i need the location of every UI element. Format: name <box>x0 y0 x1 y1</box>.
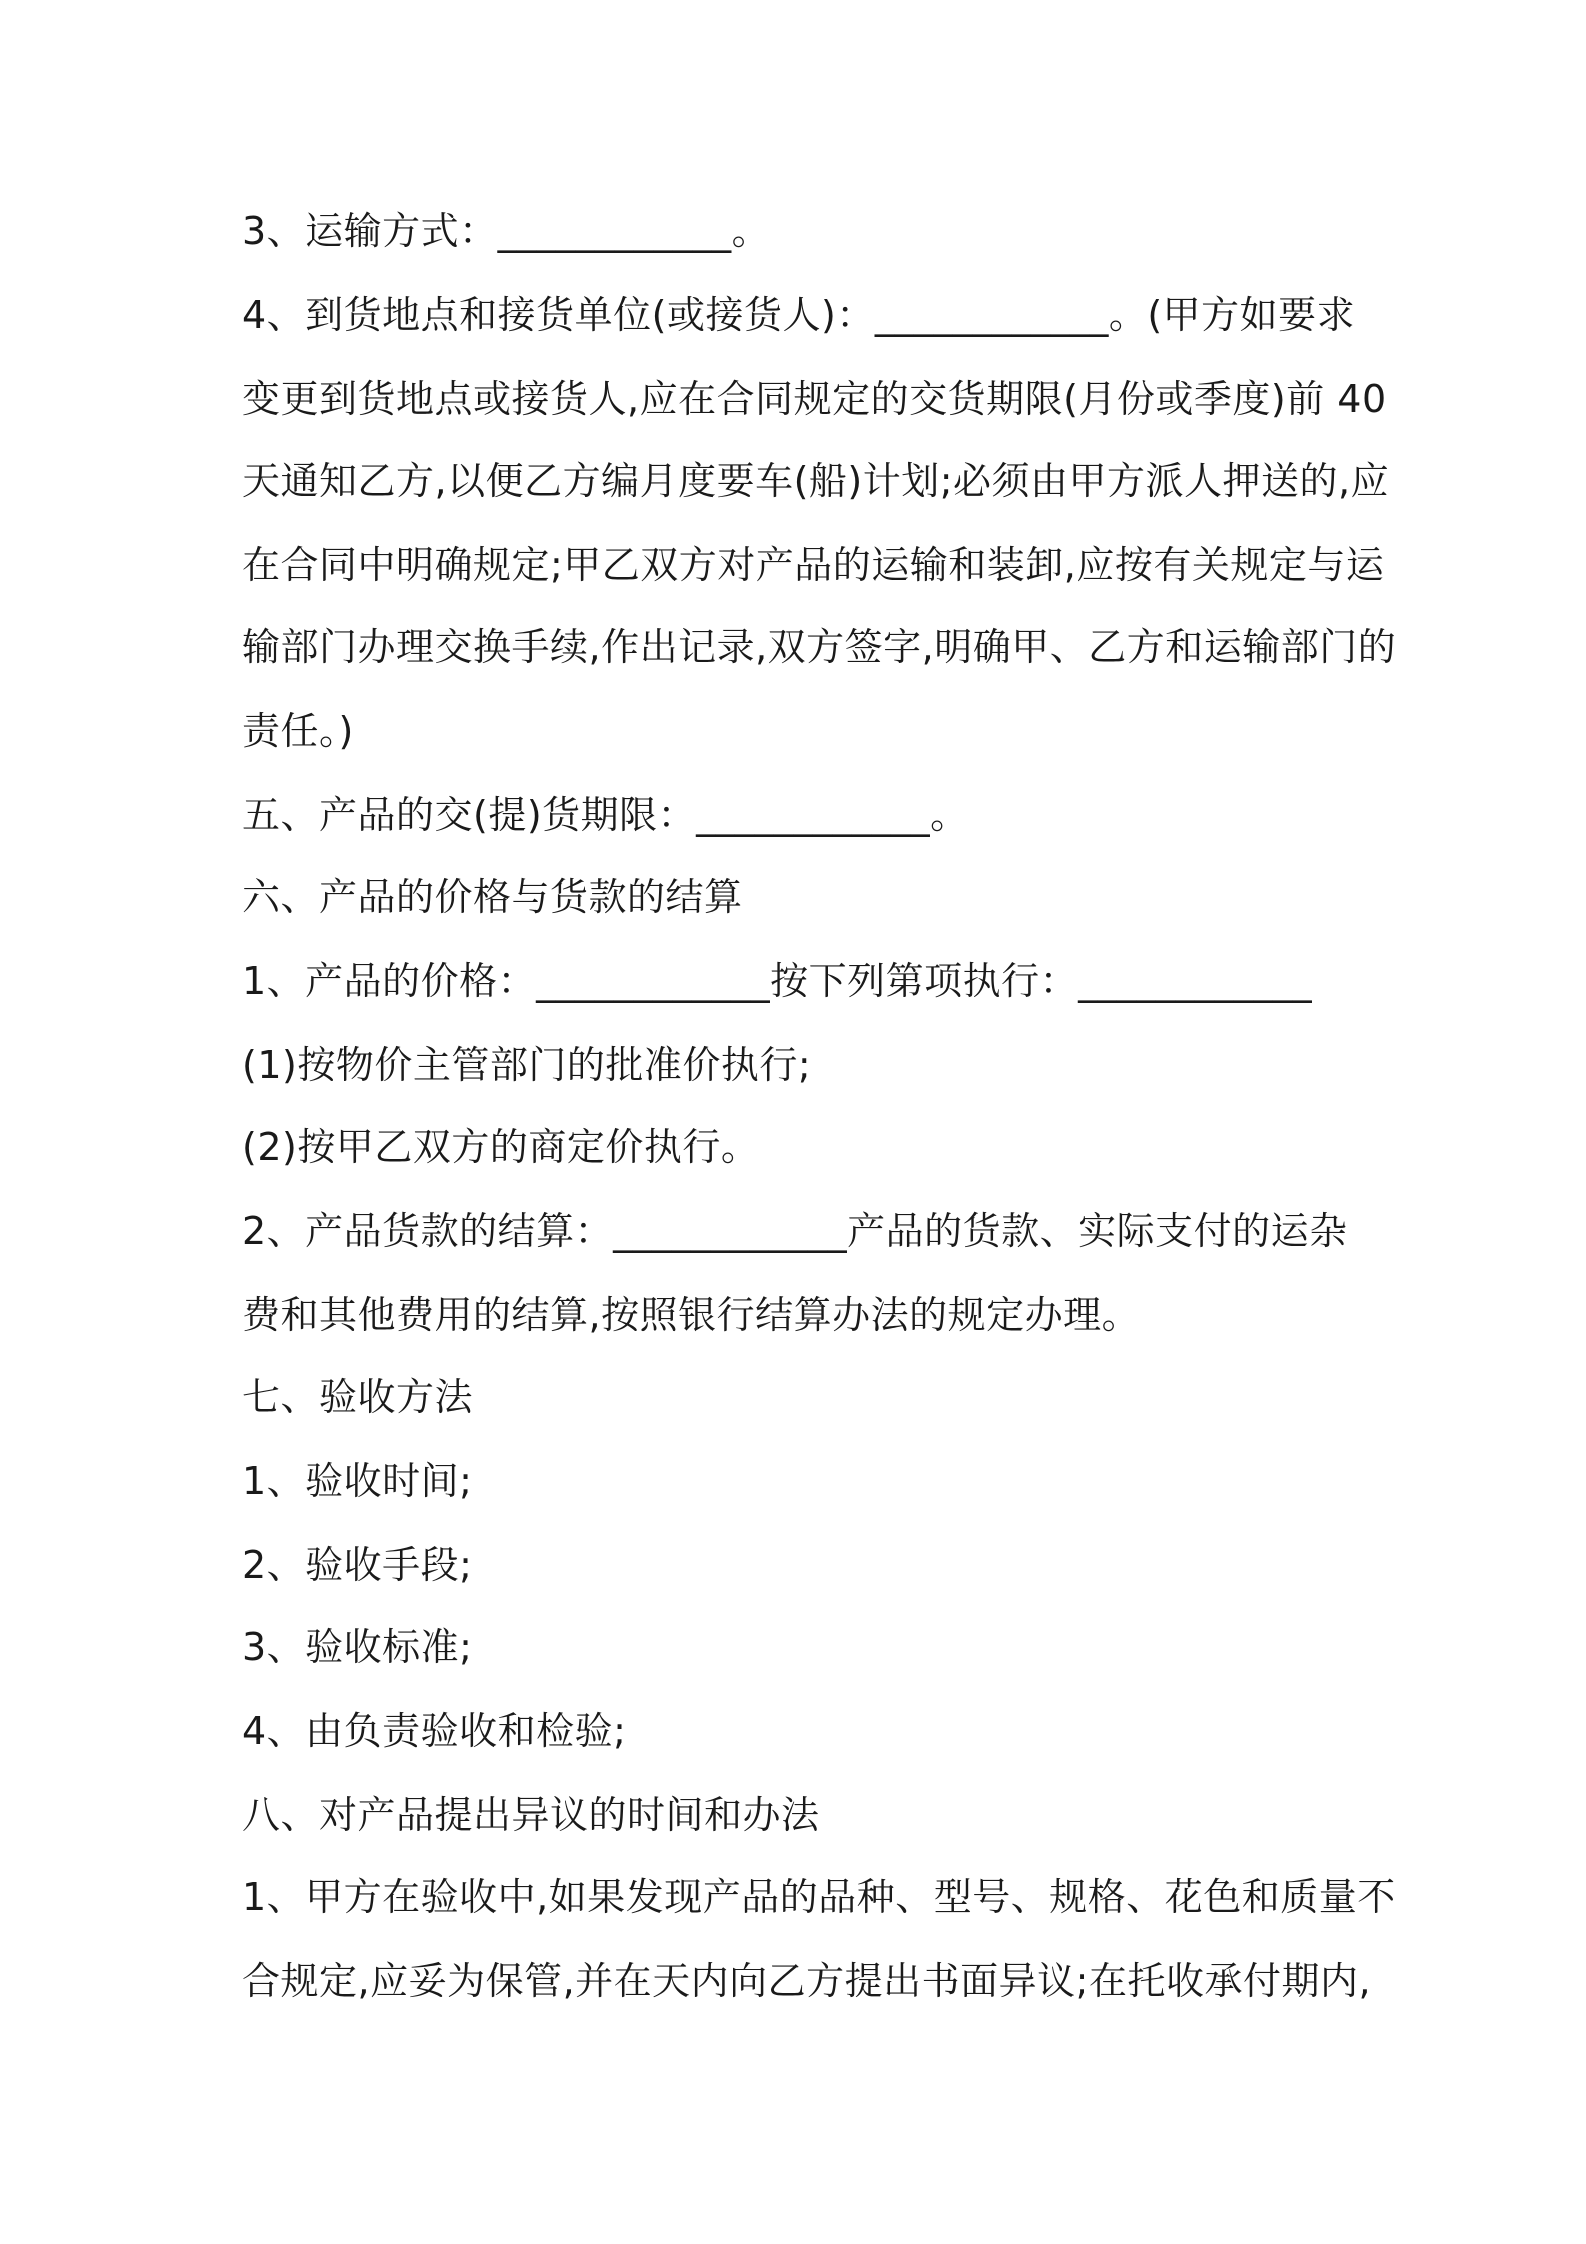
text-line: 3、运输方式：____________。 <box>242 209 771 253</box>
text-line: 1、产品的价格：____________按下列第项执行：____________ <box>242 959 1313 1003</box>
section-heading: 五、产品的交(提)货期限：____________。 <box>242 793 969 837</box>
document-page <box>242 0 1397 2244</box>
text-line: 2、产品货款的结算：____________产品的货款、实际支付的运杂 <box>242 1209 1348 1253</box>
text-line: 在合同中明确规定;甲乙双方对产品的运输和装卸,应按有关规定与运 <box>242 543 1385 587</box>
section-heading: 六、产品的价格与货款的结算 <box>242 875 743 919</box>
text-line: 合规定,应妥为保管,并在天内向乙方提出书面异议;在托收承付期内, <box>242 1959 1372 2003</box>
text-line: 4、到货地点和接货单位(或接货人)：____________。(甲方如要求 <box>242 293 1356 337</box>
text-line: 3、验收标准; <box>242 1625 473 1669</box>
text-line: 责任。) <box>242 709 354 753</box>
section-heading: 七、验收方法 <box>242 1375 474 1419</box>
section-heading: 八、对产品提出异议的时间和办法 <box>242 1793 820 1837</box>
text-line: 费和其他费用的结算,按照银行结算办法的规定办理。 <box>242 1293 1141 1337</box>
text-line: 变更到货地点或接货人,应在合同规定的交货期限(月份或季度)前 40 <box>242 377 1387 421</box>
text-line: (1)按物价主管部门的批准价执行; <box>242 1043 812 1087</box>
text-line: 1、验收时间; <box>242 1459 473 1503</box>
text-line: 4、由负责验收和检验; <box>242 1709 627 1753</box>
text-line: 1、甲方在验收中,如果发现产品的品种、型号、规格、花色和质量不 <box>242 1875 1396 1919</box>
text-line: 2、验收手段; <box>242 1543 473 1587</box>
text-line: 天通知乙方,以便乙方编月度要车(船)计划;必须由甲方派人押送的,应 <box>242 459 1390 503</box>
text-line: 输部门办理交换手续,作出记录,双方签字,明确甲、乙方和运输部门的 <box>242 625 1397 669</box>
text-line: (2)按甲乙双方的商定价执行。 <box>242 1125 760 1169</box>
